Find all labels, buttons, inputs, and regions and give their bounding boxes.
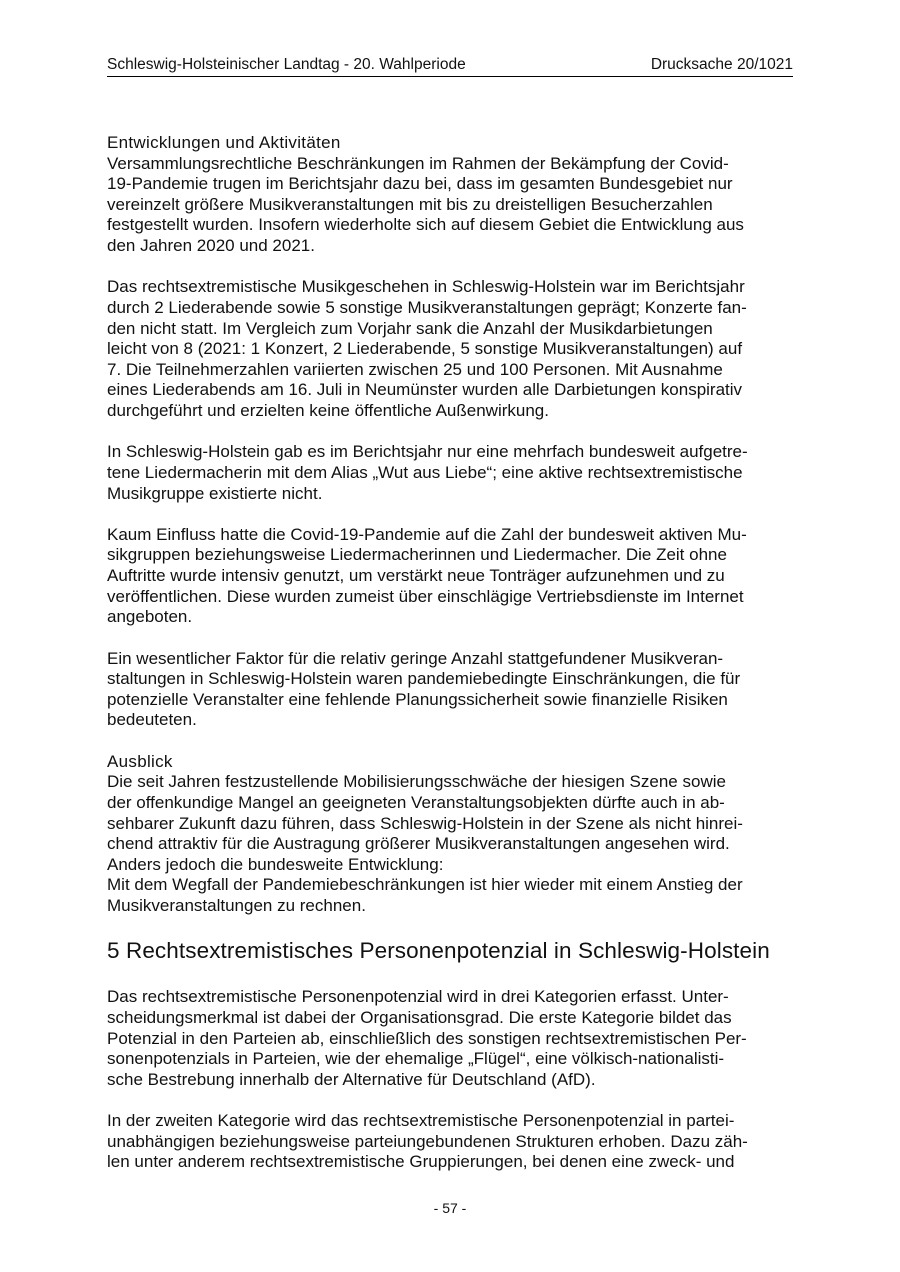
subheading: Ausblick [107,751,173,771]
text-line: Das rechtsextremistische Musikgeschehen in Schleswig-Holstein war im Berichtsjahr [107,277,745,297]
text-line: sehbarer Zukunft dazu führen, dass Schleswig-Holstein in der Szene als nicht hinrei- [107,813,743,833]
text-line: len unter anderem rechtsextremistische Gruppierungen, bei denen eine zweck- und [107,1152,735,1172]
text-line: sonenpotenzials in Parteien, wie der ehemalige „Flügel“, eine völkisch-nationalisti- [107,1049,725,1069]
text-line: Musikveranstaltungen zu rechnen. [107,895,366,915]
text-line: sikgruppen beziehungsweise Liedermacherinnen und Liedermacher. Die Zeit ohne [107,545,727,565]
text-line: eines Liederabends am 16. Juli in Neumünster wurden alle Darbietungen konspirativ [107,380,743,400]
text-line: Mit dem Wegfall der Pandemiebeschränkungen ist hier wieder mit einem Anstieg der [107,875,743,895]
text-line: In der zweiten Kategorie wird das rechtsextremistische Personenpotenzial in partei- [107,1111,735,1131]
text-line: Das rechtsextremistische Personenpotenzial wird in drei Kategorien erfasst. Unter- [107,987,729,1007]
text-line: tene Liedermacherin mit dem Alias „Wut aus Liebe“; eine aktive rechtsextremistische [107,462,743,482]
text-line: unabhängigen beziehungsweise parteiungebundenen Strukturen erhoben. Dazu zäh- [107,1131,748,1151]
text-line: 7. Die Teilnehmerzahlen variierten zwischen 25 und 100 Personen. Mit Ausnahme [107,359,723,379]
paragraph [107,277,797,421]
paragraph [107,987,797,1090]
text-line: der offenkundige Mangel an geeigneten Veranstaltungsobjekten dürfte auch in ab- [107,793,725,813]
paragraph [107,525,797,628]
text-line: In Schleswig-Holstein gab es im Berichtsjahr nur eine mehrfach bundesweit aufgetre- [107,442,748,462]
text-line: potenzielle Veranstalter eine fehlende Planungssicherheit sowie finanzielle Risiken [107,689,728,709]
text-line: Kaum Einfluss hatte die Covid-19-Pandemie auf die Zahl der bundesweit aktiven Mu- [107,524,747,544]
paragraph [107,133,797,257]
text-line: veröffentlichen. Diese wurden zumeist über einschlägige Vertriebsdienste im Internet [107,586,744,606]
text-line: Ein wesentlicher Faktor für die relativ geringe Anzahl stattgefundener Musikveran- [107,648,724,668]
text-line: Versammlungsrechtliche Beschränkungen im Rahmen der Bekämpfung der Covid- [107,153,729,173]
text-line: vereinzelt größere Musikveranstaltungen mit bis zu dreistelligen Besucherzahlen [107,194,713,214]
text-line: staltungen in Schleswig-Holstein waren pandemiebedingte Einschränkungen, die für [107,669,741,689]
text-line: angeboten. [107,607,193,627]
text-line: festgestellt wurden. Insofern wiederholte sich auf diesem Gebiet die Entwicklung aus [107,215,744,235]
text-line: durchgeführt und erzielten keine öffentliche Außenwirkung. [107,400,549,420]
text-line: Auftritte wurde intensiv genutzt, um verstärkt neue Tonträger aufzunehmen und zu [107,566,725,586]
page-number: - 57 - [433,1200,467,1216]
text-line: Musikgruppe existierte nicht. [107,483,323,503]
paragraph [107,1111,797,1173]
text-line: sche Bestrebung innerhalb der Alternative für Deutschland (AfD). [107,1069,596,1089]
text-line: den Jahren 2020 und 2021. [107,235,315,255]
text-line: durch 2 Liederabende sowie 5 sonstige Musikveranstaltungen geprägt; Konzerte fan- [107,297,747,317]
paragraph [107,442,797,504]
document-body [107,133,797,1194]
page-header [107,54,793,77]
text-line: den nicht statt. Im Vergleich zum Vorjahr sank die Anzahl der Musikdarbietungen [107,318,713,338]
paragraph [107,649,797,731]
text-line: 19-Pandemie trugen im Berichtsjahr dazu bei, dass im gesamten Bundesgebiet nur [107,174,733,194]
text-line: scheidungsmerkmal ist dabei der Organisationsgrad. Die erste Kategorie bildet das [107,1007,732,1027]
section-heading: 5 Rechtsextremistisches Personenpotenzial in Schleswig-Holstein [107,938,770,964]
header-document-number: Drucksache 20/1021 [650,56,793,73]
text-line: Anders jedoch die bundesweite Entwicklung: [107,854,444,874]
text-line: Potenzial in den Parteien ab, einschließlich des sonstigen rechtsextremistischen Per- [107,1028,747,1048]
text-line: bedeuteten. [107,710,197,730]
text-line: leicht von 8 (2021: 1 Konzert, 2 Liederabende, 5 sonstige Musikveranstaltungen) auf [107,339,743,359]
subheading: Entwicklungen und Aktivitäten [107,133,341,152]
paragraph [107,752,797,917]
text-line: chend attraktiv für die Austragung größerer Musikveranstaltungen angesehen wird. [107,834,730,854]
header-publisher: Schleswig-Holsteinischer Landtag - 20. Wahlperiode [107,56,466,73]
text-line: Die seit Jahren festzustellende Mobilisierungsschwäche der hiesigen Szene sowie [107,772,726,792]
